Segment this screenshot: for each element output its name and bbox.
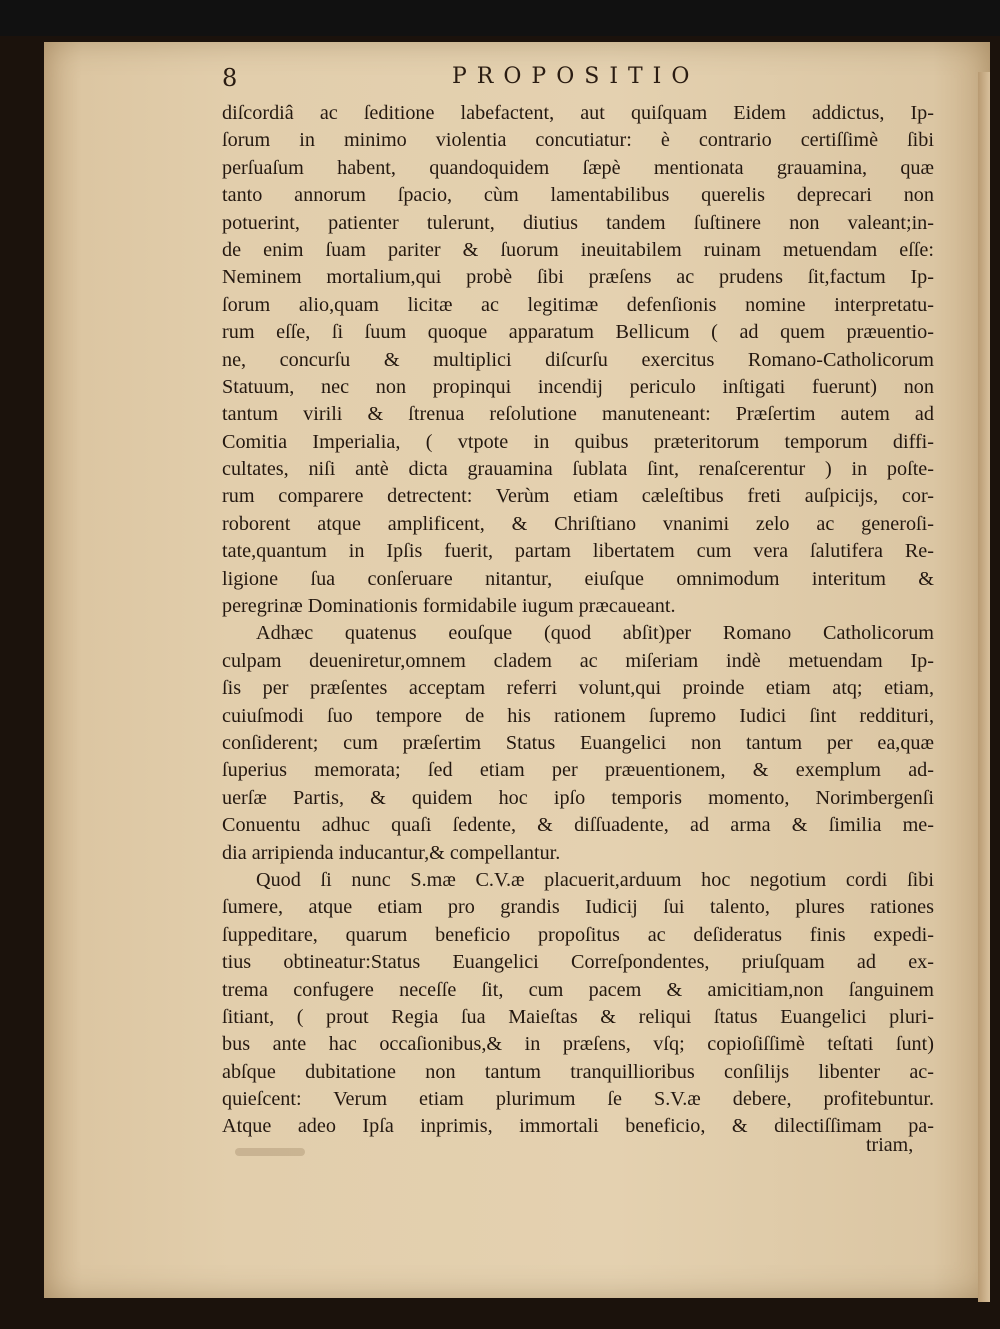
text-line: tate,quantum in Ipſis fuerit, partam libertatem cum vera ſalutifera Re- (222, 540, 934, 563)
text-line: rum comparere detrectent: Verùm etiam cæleſtibus freti auſpicijs, cor- (222, 485, 934, 508)
text-line: cultates, niſi antè dicta grauamina ſublata ſint, renaſcerentur ) in poſte- (222, 458, 934, 481)
text-line: tantum virili & ſtrenua reſolutione manuteneant: Præſertim autem ad (222, 403, 934, 426)
paragraph-last-line: dia arripienda inducantur,& compellantur. (222, 841, 561, 864)
text-line: ligione ſua conſeruare nitantur, eiuſque omnimodum interitum & (222, 567, 934, 590)
text-line: perſuaſum habent, quandoquidem ſæpè mentionata grauamina, quæ (222, 156, 934, 179)
paragraph-first-line: Adhæc quatenus eouſque (quod abſit)per Romano Catholicorum (256, 622, 934, 645)
text-line: culpam deueniretur,omnem cladem ac miſeriam indè metuendam Ip- (222, 649, 934, 672)
text-line: potuerint, patienter tulerunt, diutius tandem ſuſtinere non valeant;in- (222, 211, 934, 234)
page-header (222, 64, 952, 94)
text-line: cuiuſmodi ſuo tempore de his rationem ſupremo Iudici ſint reddituri, (222, 704, 934, 727)
text-line: abſque dubitatione non tantum tranquillioribus conſilijs libenter ac- (222, 1060, 934, 1083)
text-line: diſcordiâ ac ſeditione labefactent, aut quiſquam Eidem addictus, Ip- (222, 102, 934, 124)
page-number: 8 (222, 64, 238, 92)
text-line: ne, concurſu & multiplici diſcurſu exercitus Romano-Catholicorum (222, 348, 934, 371)
text-line: Statuum, nec non propinqui incendij periculo inſtigati fuerunt) non (222, 375, 934, 398)
text-line: ſuperius memorata; ſed etiam per præuentionem, & exemplum ad- (222, 759, 934, 782)
text-line: ſuppeditare, quarum beneficio propoſitus ac deſideratus finis expedi- (222, 923, 934, 946)
text-line: tanto annorum ſpacio, cùm lamentabilibus querelis deprecari non (222, 184, 934, 207)
scanner-bed-edge (0, 0, 1000, 36)
text-line: conſiderent; cum præſertim Status Euangelici non tantum per ea,quæ (222, 731, 934, 754)
body-text (222, 100, 934, 1141)
text-line: tius obtineatur:Status Euangelici Correſpondentes, priuſquam ad ex- (222, 951, 934, 974)
ink-smudge (235, 1148, 305, 1156)
text-line: trema confugere neceſſe ſit, cum pacem & amicitiam,non ſanguinem (222, 978, 934, 1001)
catchword: triam, (866, 1134, 914, 1156)
paragraph-last-line: peregrinæ Dominationis formidabile iugum præcaueant. (222, 595, 676, 618)
text-line: uerſæ Partis, & quidem hoc ipſo temporis momento, Norimbergenſi (222, 786, 934, 809)
text-line: ſitiant, ( prout Regia ſua Maieſtas & reliqui ſtatus Euangelici pluri- (222, 1005, 934, 1028)
text-line: Conuentu adhuc quaſi ſedente, & diſſuadente, ad arma & ſimilia me- (222, 814, 934, 837)
text-line: roborent atque amplificent, & Chriſtiano vnanimi zelo ac generoſi- (222, 512, 934, 535)
text-line: Atque adeo Ipſa inprimis, immortali beneficio, & dilectiſſimam pa- (222, 1115, 934, 1138)
text-line: Neminem mortalium,qui probè ſibi præſens ac prudens ſit,factum Ip- (222, 266, 934, 289)
text-line: quieſcent: Verum etiam plurimum ſe S.V.æ debere, profitebuntur. (222, 1088, 934, 1111)
text-line: de enim ſuam pariter & ſuorum ineuitabilem ruinam metuendam eſſe: (222, 238, 934, 261)
text-line: ſorum in minimo violentia concutiatur: è contrario certiſſimè ſibi (222, 129, 934, 152)
text-line: ſis per præſentes acceptam referri volunt,qui proinde etiam atq; etiam, (222, 677, 934, 700)
page-fore-edge (978, 72, 990, 1302)
paragraph-first-line: Quod ſi nunc S.mæ C.V.æ placuerit,arduum hoc negotium cordi ſibi (256, 868, 934, 891)
text-line: bus ante hac occaſionibus,& in præſens, vſq; copioſiſſimè teſtati ſunt) (222, 1033, 934, 1056)
text-line: ſorum alio,quam licitæ ac legitimæ defenſionis nomine interpretatu- (222, 293, 934, 316)
text-line: ſumere, atque etiam pro grandis Iudicij ſui talento, plures rationes (222, 896, 934, 919)
text-line: Comitia Imperialia, ( vtpote in quibus præteritorum temporum diffi- (222, 430, 934, 453)
text-line: rum eſſe, ſi ſuum quoque apparatum Bellicum ( ad quem præuentio- (222, 321, 934, 344)
running-title: PROPOSITIO (452, 64, 700, 89)
